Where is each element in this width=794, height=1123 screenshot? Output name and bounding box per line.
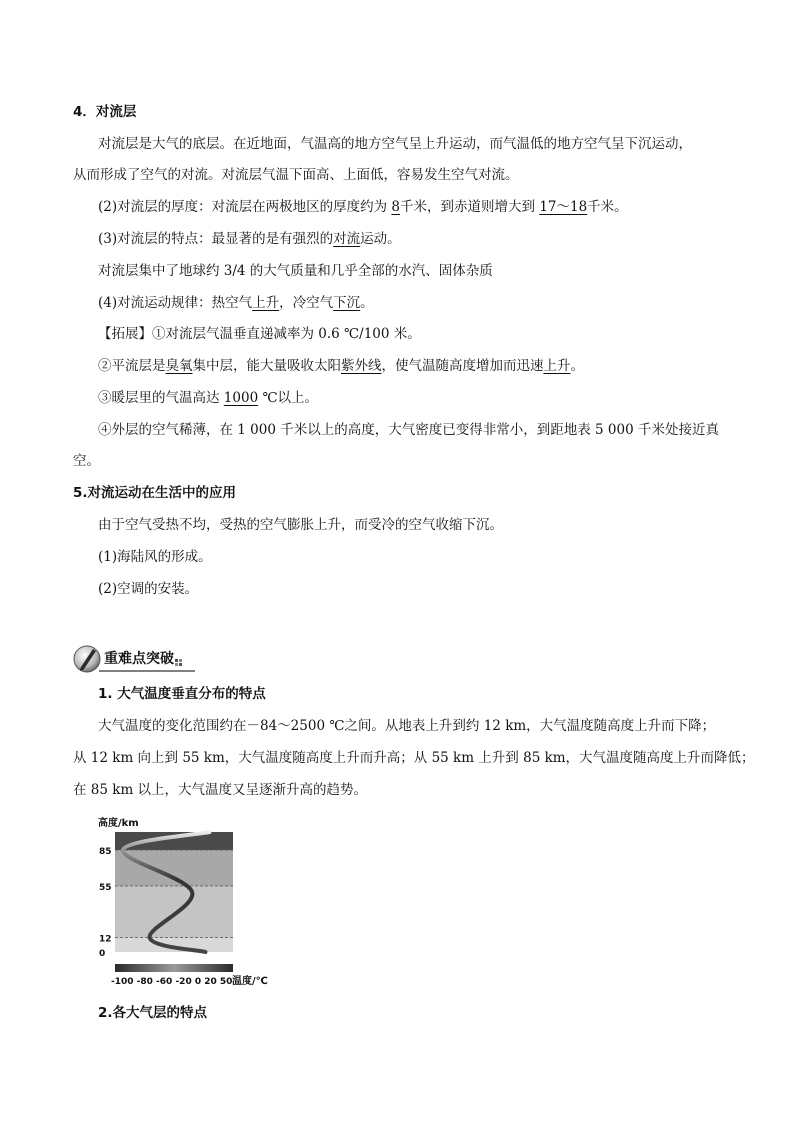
extension-3 xyxy=(98,388,318,408)
paragraph: 在 85 km 以上，大气温度又呈逐渐升高的趋势。 xyxy=(73,782,368,798)
paragraph: 对流层是大气的底层。在近地面，气温高的地方空气呈上升运动，而气温低的地方空气呈下沉运动， xyxy=(98,136,692,152)
answer-underlined: 对流 xyxy=(333,231,361,247)
x-ticks xyxy=(111,977,232,987)
thickness-line xyxy=(98,197,628,217)
answer-underlined: 下沉 xyxy=(333,295,361,311)
layer-band-0 xyxy=(115,938,233,952)
temperature-colorbar xyxy=(115,964,233,972)
temperature-altitude-chart xyxy=(96,812,286,992)
section-5-heading: 5.对流运动在生活中的应用 xyxy=(73,485,237,501)
text: 千米，到赤道则增大到 xyxy=(400,199,540,215)
feature-line xyxy=(98,229,401,249)
x-axis-label: 温度/℃ xyxy=(232,976,268,987)
extension-4-cont: 空。 xyxy=(73,453,100,469)
answer-underlined: 上升 xyxy=(252,295,280,311)
paragraph: 从而形成了空气的对流。对流层气温下面高、上面低，容易发生空气对流。 xyxy=(73,167,519,183)
answer-underlined: 8 xyxy=(391,199,401,215)
y-tick-label: 0 xyxy=(99,949,106,959)
focus-title: 重难点突破 xyxy=(104,651,174,667)
extension-4: ④外层的空气稀薄，在 1 000 千米以上的高度，大气密度已变得非常小，到距地表 5 000 千米处接近真 xyxy=(98,422,719,438)
text: (4)对流运动规律：热空气 xyxy=(98,295,253,311)
y-ticks xyxy=(99,847,112,959)
paragraph: 由于空气受热不均，受热的空气膨胀上升，而受冷的空气收缩下沉。 xyxy=(98,517,503,533)
list-item: (2)空调的安装。 xyxy=(98,581,199,597)
focus-heading-1: 1. 大气温度垂直分布的特点 xyxy=(98,686,266,702)
y-axis-label: 高度/km xyxy=(98,818,139,829)
answer-underlined: 上升 xyxy=(543,358,571,374)
text: (2)对流层的厚度：对流层在两极地区的厚度约为 xyxy=(98,199,392,215)
layer-band-2 xyxy=(115,850,233,886)
mass-line: 对流层集中了地球约 3/4 的大气质量和几乎全部的水汽、固体杂质 xyxy=(98,263,493,279)
answer-underlined: 臭氧 xyxy=(165,358,193,374)
text: 。 xyxy=(570,358,584,374)
focus-title-bar xyxy=(73,644,195,674)
extension-1: 【拓展】①对流层气温垂直递减率为 0.6 ℃/100 米。 xyxy=(98,326,421,342)
text: ②平流层是 xyxy=(98,358,166,374)
text: (3)对流层的特点：最显著的是有强烈的 xyxy=(98,231,334,247)
x-tick-labels: -100 -80 -60 -20 0 20 50 xyxy=(111,977,233,987)
text: ③暖层里的气温高达 xyxy=(98,390,224,406)
text: 集中层，能大量吸收太阳 xyxy=(192,358,341,374)
extension-2 xyxy=(98,356,584,376)
text: 千米。 xyxy=(587,199,628,215)
rule-line xyxy=(98,293,374,313)
layer-band-1 xyxy=(115,886,233,938)
y-tick-label: 55 xyxy=(99,883,112,893)
answer-underlined: 17～18 xyxy=(539,199,588,215)
text: 运动。 xyxy=(360,231,401,247)
focus-heading-2: 2.各大气层的特点 xyxy=(98,1005,208,1021)
y-tick-label: 85 xyxy=(99,847,112,857)
text: ，冷空气 xyxy=(279,295,334,311)
chart-svg xyxy=(96,812,286,992)
paragraph: 从 12 km 向上到 55 km，大气温度随高度上升而升高；从 55 km 上升到 85 km，大气温度随高度上升而降低； xyxy=(73,750,755,766)
text: 。 xyxy=(360,295,374,311)
text: ，使气温随高度增加而迅速 xyxy=(381,358,544,374)
layer-band-3 xyxy=(115,832,233,850)
text: ℃以上。 xyxy=(258,390,319,406)
y-tick-label: 12 xyxy=(99,934,112,945)
answer-underlined: 1000 xyxy=(223,390,259,406)
answer-underlined: 紫外线 xyxy=(341,358,382,374)
list-item: (1)海陆风的形成。 xyxy=(98,549,212,565)
paragraph: 大气温度的变化范围约在－84～2500 ℃之间。从地表上升到约 12 km，大气温度随高度上升而下降； xyxy=(98,718,716,734)
section-4-heading: 4．对流层 xyxy=(73,104,137,120)
